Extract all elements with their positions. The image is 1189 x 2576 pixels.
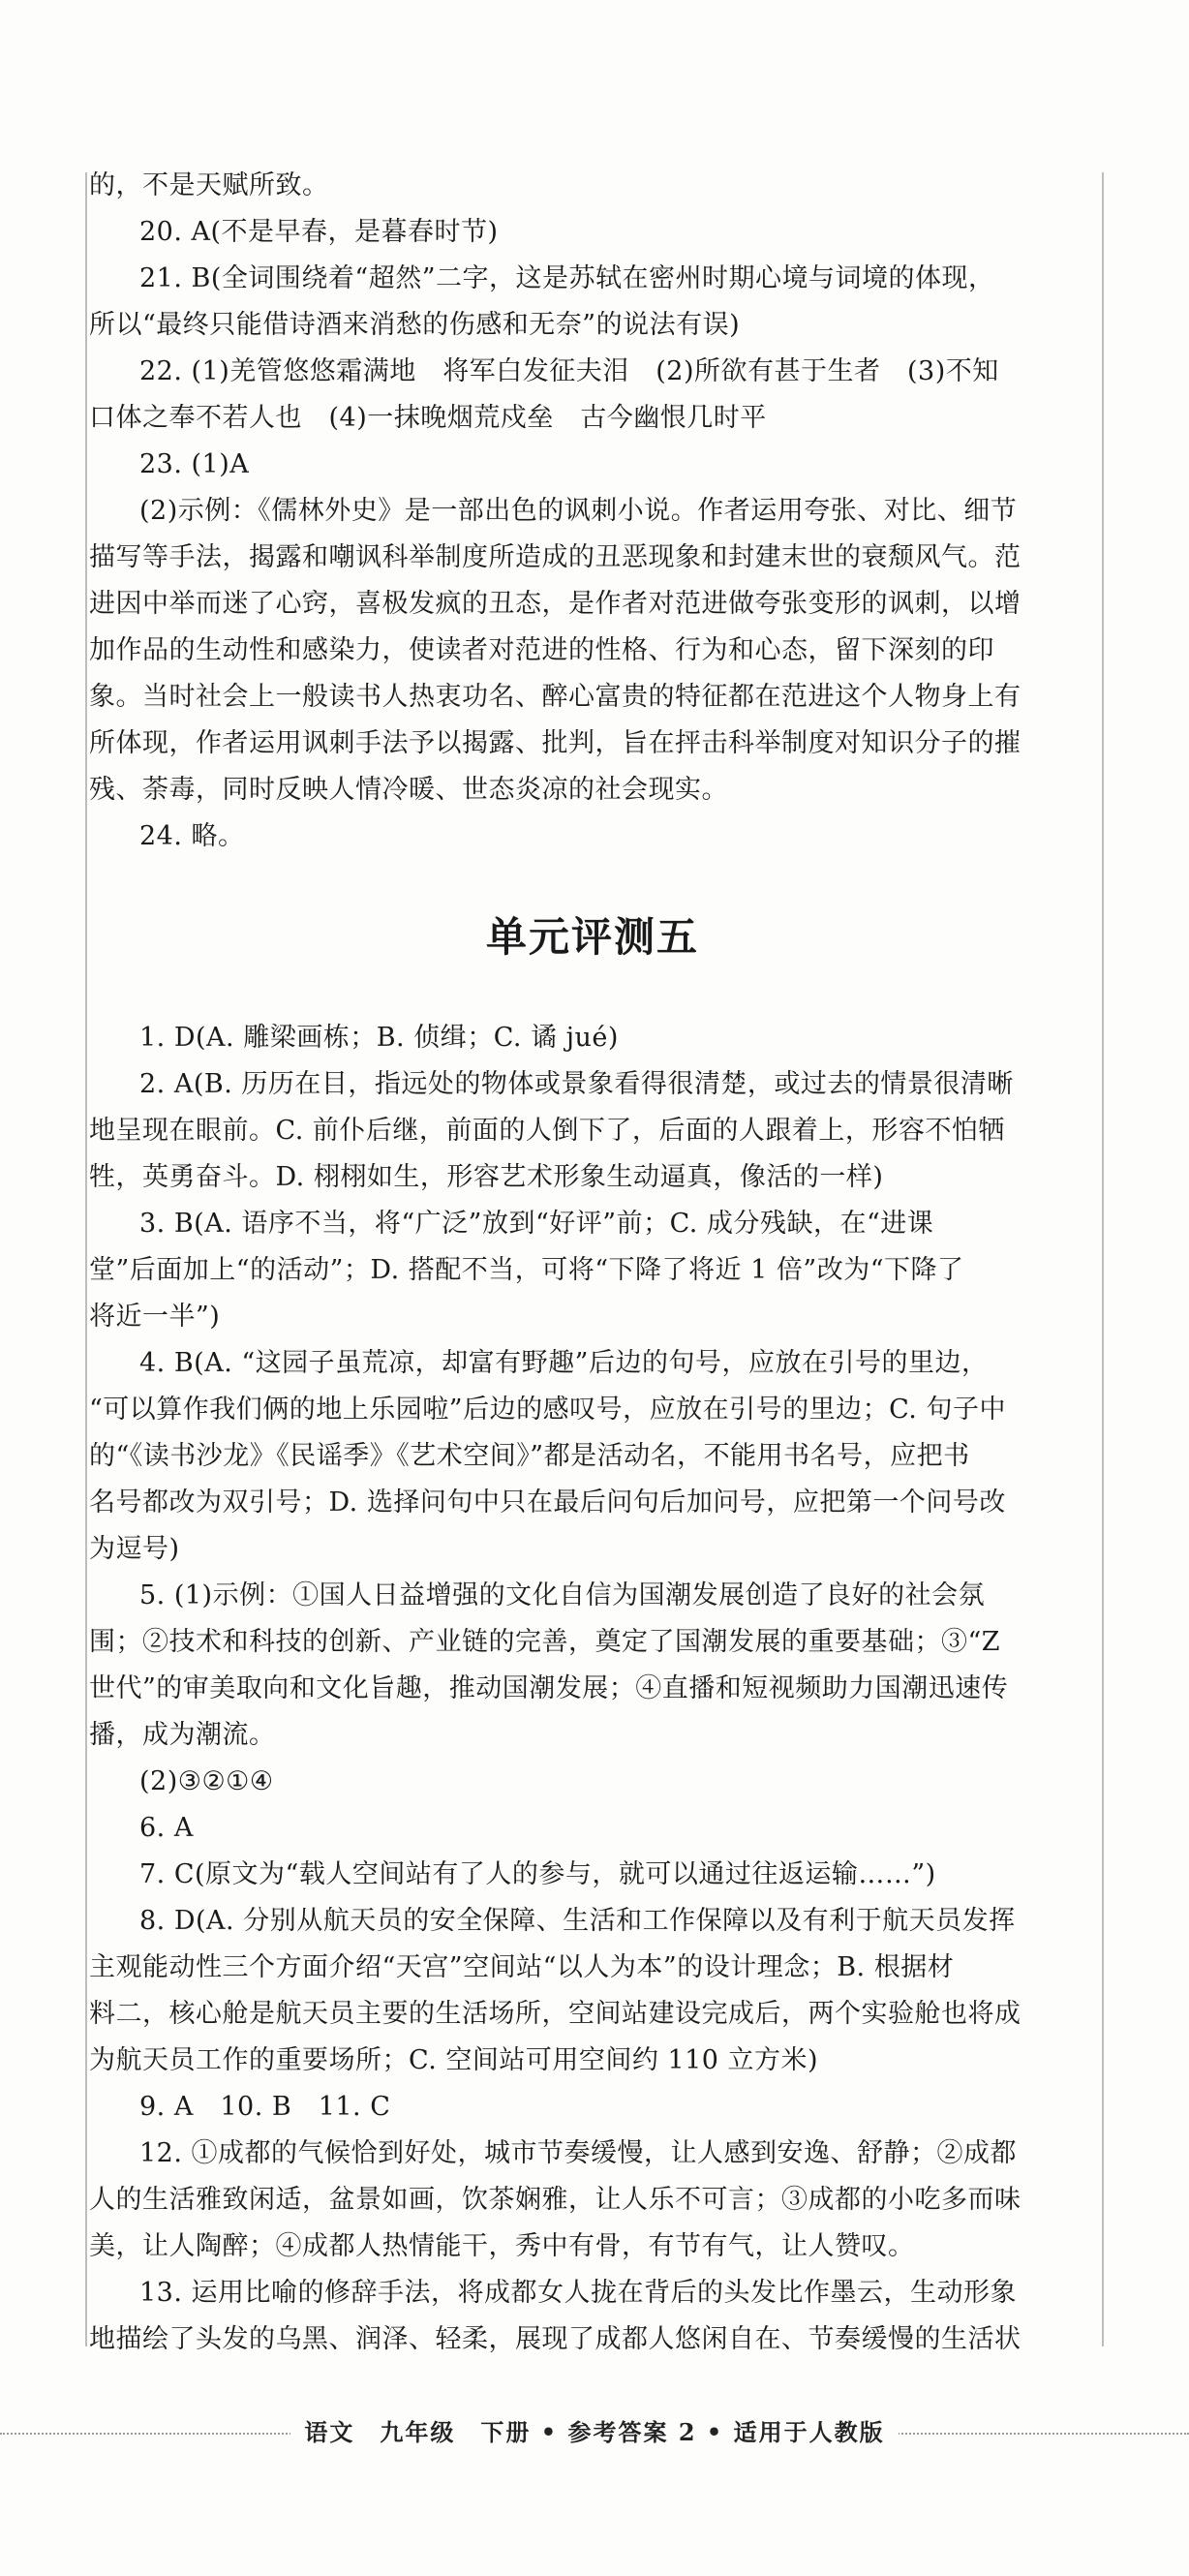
text-line: 的，不是天赋所致。: [89, 170, 329, 200]
text-line: 2. A(B. 历历在目，指远处的物体或景象看得很清楚，或过去的情景很清晰: [139, 1069, 1014, 1099]
text-line: 5. (1)示例：①国人日益增强的文化自信为国潮发展创造了良好的社会氛: [139, 1580, 986, 1610]
section-heading: 单元评测五: [485, 913, 699, 961]
text-line: 所体现，作者运用讽刺手法予以揭露、批判，旨在抨击科举制度对知识分子的摧: [89, 728, 1021, 758]
text-line: 8. D(A. 分别从航天员的安全保障、生活和工作保障以及有利于航天员发挥: [139, 1906, 1016, 1936]
text-line: 进因中举而迷了心窍，喜极发疯的丑态，是作者对范进做夸张变形的讽刺，以增: [89, 589, 1021, 619]
text-line: 牲，英勇奋斗。D. 栩栩如生，形容艺术形象生动逼真，像活的一样): [89, 1162, 884, 1192]
text-line: 口体之奉不若人也 (4)一抹晚烟荒戍垒 古今幽恨几时平: [89, 403, 767, 433]
text-line: 人的生活雅致闲适，盆景如画，饮茶娴雅，让人乐不可言；③成都的小吃多而味: [89, 2185, 1021, 2215]
text-line: 残、荼毒，同时反映人情冷暖、世态炎凉的社会现实。: [89, 775, 728, 805]
unit-test-five-answers: [89, 1015, 1096, 2363]
text-line: 围；②技术和科技的创新、产业链的完善，奠定了国潮发展的重要基础；③“Z: [89, 1627, 1001, 1657]
right-margin-rule: [1102, 172, 1104, 2346]
text-line: 1. D(A. 雕梁画栋；B. 侦缉；C. 谲 jué): [139, 1023, 619, 1053]
text-line: 为逗号): [89, 1534, 180, 1564]
text-line: 堂”后面加上“的活动”；D. 搭配不当，可将“下降了将近 1 倍”改为“下降了: [89, 1255, 964, 1285]
text-line: 名号都改为双引号；D. 选择问句中只在最后问句后加问号，应把第一个问号改: [89, 1487, 1006, 1518]
text-line: 播，成为潮流。: [89, 1720, 276, 1750]
text-line: 世代”的审美取向和文化旨趣，推动国潮发展；④直播和短视频助力国潮迅速传: [89, 1673, 1009, 1703]
text-line: 料二，核心舱是航天员主要的生活场所，空间站建设完成后，两个实验舱也将成: [89, 1999, 1021, 2029]
answers-continued: [89, 163, 1096, 860]
text-line: 象。当时社会上一般读书人热衷功名、醉心富贵的特征都在范进这个人物身上有: [89, 682, 1021, 712]
text-line: (2)③②①④: [139, 1766, 274, 1796]
footer-text: 语文 九年级 下册 • 参考答案 2 • 适用于人教版: [290, 2418, 898, 2447]
text-line: 21. B(全词围绕着“超然”二字，这是苏轼在密州时期心境与词境的体现，: [139, 263, 995, 293]
text-line: 22. (1)羌管悠悠霜满地 将军白发征夫泪 (2)所欲有甚于生者 (3)不知: [139, 356, 999, 386]
text-line: 加作品的生动性和感染力，使读者对范进的性格、行为和心态，留下深刻的印: [89, 635, 994, 665]
text-line: 7. C(原文为“载人空间站有了人的参与，就可以通过往返运输……”): [139, 1859, 936, 1889]
text-line: 描写等手法，揭露和嘲讽科举制度所造成的丑恶现象和封建末世的衰颓风气。范: [89, 542, 1021, 572]
text-line: 6. A: [139, 1813, 194, 1843]
text-line: 为航天员工作的重要场所；C. 空间站可用空间约 110 立方米): [89, 2045, 819, 2075]
text-line: 地呈现在眼前。C. 前仆后继，前面的人倒下了，后面的人跟着上，形容不怕牺: [89, 1116, 1005, 1146]
text-line: 12. ①成都的气候恰到好处，城市节奏缓慢，让人感到安逸、舒静；②成都: [139, 2138, 1018, 2168]
text-line: 所以“最终只能借诗酒来消愁的伤感和无奈”的说法有误): [89, 310, 741, 340]
text-line: 13. 运用比喻的修辞手法，将成都女人拢在背后的头发比作墨云，生动形象: [139, 2278, 1018, 2308]
text-line: 3. B(A. 语序不当，将“广泛”放到“好评”前；C. 成分残缺，在“进课: [139, 1209, 934, 1239]
text-line: 9. A 10. B 11. C: [139, 2092, 391, 2122]
text-line: 将近一半”): [89, 1302, 221, 1332]
text-line: 23. (1)A: [139, 449, 250, 479]
text-line: 美，让人陶醉；④成都人热情能干，秀中有骨，有节有气，让人赞叹。: [89, 2231, 915, 2261]
text-line: 主观能动性三个方面介绍“天宫”空间站“以人为本”的设计理念；B. 根据材: [89, 1952, 955, 1982]
text-line: 20. A(不是早春，是暮春时节): [139, 217, 499, 247]
text-line: 4. B(A. “这园子虽荒凉，却富有野趣”后边的句号，应放在引号的里边，: [139, 1348, 989, 1378]
text-line: 24. 略。: [139, 821, 245, 851]
text-line: “可以算作我们俩的地上乐园啦”后边的感叹号，应放在引号的里边；C. 句子中: [89, 1395, 1006, 1425]
page-content: [89, 163, 1096, 2363]
text-line: 地描绘了头发的乌黑、润泽、轻柔，展现了成都人悠闲自在、节奏缓慢的生活状: [89, 2324, 1021, 2354]
text-line: (2)示例：《儒林外史》是一部出色的讽刺小说。作者运用夸张、对比、细节: [139, 496, 1018, 526]
text-line: 的“《读书沙龙》《民谣季》《艺术空间》”都是活动名，不能用书名号，应把书: [89, 1441, 970, 1471]
page-footer: [0, 2418, 1189, 2447]
left-margin-rule: [85, 172, 87, 2346]
